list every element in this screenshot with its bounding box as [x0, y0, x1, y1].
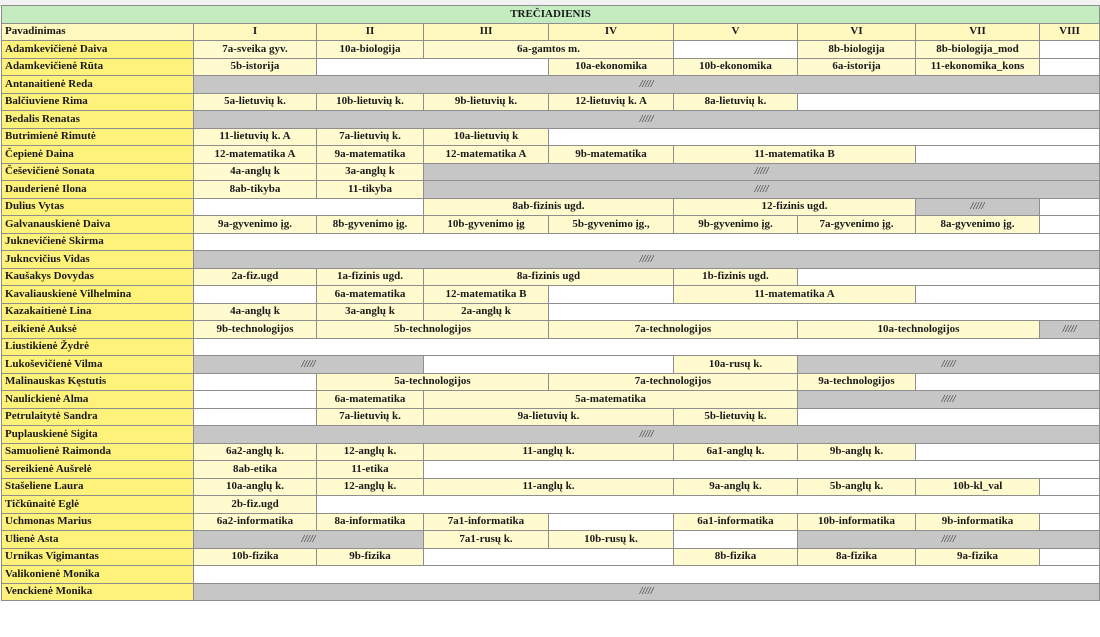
- header-period[interactable]: II: [317, 23, 424, 41]
- empty-cell[interactable]: [1040, 216, 1100, 234]
- lesson-cell[interactable]: 7a-technologijos: [549, 321, 798, 339]
- lesson-cell[interactable]: 12-anglų k.: [317, 478, 424, 496]
- teacher-name-cell[interactable]: Stašeliene Laura: [2, 478, 194, 496]
- table-row: [2, 513, 1100, 531]
- lesson-cell[interactable]: 11-lietuvių k. A: [194, 128, 317, 146]
- empty-cell[interactable]: [194, 233, 1100, 251]
- teacher-name-cell[interactable]: Ulienė Asta: [2, 531, 194, 549]
- lesson-cell[interactable]: 3a-anglų k: [317, 303, 424, 321]
- lesson-cell[interactable]: 8ab-fizinis ugd.: [424, 198, 674, 216]
- no-lessons-cell[interactable]: /////: [194, 111, 1100, 129]
- table-row: [2, 41, 1100, 59]
- lesson-cell[interactable]: 9a-lietuvių k.: [424, 408, 674, 426]
- lesson-cell[interactable]: 2a-anglų k: [424, 303, 549, 321]
- teacher-name-cell[interactable]: Češevičienė Sonata: [2, 163, 194, 181]
- lesson-cell[interactable]: 10a-biologija: [317, 41, 424, 59]
- lesson-cell[interactable]: 9b-informatika: [916, 513, 1040, 531]
- lesson-cell[interactable]: 12-fizinis ugd.: [674, 198, 916, 216]
- table-row: [2, 93, 1100, 111]
- lesson-cell[interactable]: 7a-gyvenimo įg.: [798, 216, 916, 234]
- no-lessons-cell[interactable]: /////: [194, 426, 1100, 444]
- lesson-cell[interactable]: 10b-kl_val: [916, 478, 1040, 496]
- lesson-cell[interactable]: 10b-ekonomika: [674, 58, 798, 76]
- lesson-cell[interactable]: 8a-lietuvių k.: [674, 93, 798, 111]
- lesson-cell[interactable]: 8b-biologija_mod: [916, 41, 1040, 59]
- lesson-cell[interactable]: 11-matematika B: [674, 146, 916, 164]
- lesson-cell[interactable]: 5b-lietuvių k.: [674, 408, 798, 426]
- header-period[interactable]: VI: [798, 23, 916, 41]
- header-period[interactable]: VII: [916, 23, 1040, 41]
- lesson-cell[interactable]: 9a-gyvenimo įg.: [194, 216, 317, 234]
- lesson-cell[interactable]: 5b-istorija: [194, 58, 317, 76]
- empty-cell[interactable]: [798, 268, 1100, 286]
- table-row: [2, 111, 1100, 129]
- lesson-cell[interactable]: 2a-fiz.ugd: [194, 268, 317, 286]
- day-title[interactable]: TREČIADIENIS: [2, 6, 1100, 24]
- teacher-name-cell[interactable]: Dauderienė Ilona: [2, 181, 194, 199]
- lesson-cell[interactable]: 7a-sveika gyv.: [194, 41, 317, 59]
- lesson-cell[interactable]: 9b-anglų k.: [798, 443, 916, 461]
- empty-cell[interactable]: [194, 286, 317, 304]
- lesson-cell[interactable]: 10b-rusų k.: [549, 531, 674, 549]
- no-lessons-cell[interactable]: /////: [194, 76, 1100, 94]
- empty-cell[interactable]: [916, 443, 1100, 461]
- teacher-name-cell[interactable]: Liustikienė Žydrė: [2, 338, 194, 356]
- table-row: [2, 268, 1100, 286]
- table-row: [2, 128, 1100, 146]
- header-period[interactable]: III: [424, 23, 549, 41]
- lesson-cell[interactable]: 10b-gyvenimo įg: [424, 216, 549, 234]
- lesson-cell[interactable]: 10a-technologijos: [798, 321, 1040, 339]
- lesson-cell[interactable]: 10b-fizika: [194, 548, 317, 566]
- lesson-cell[interactable]: 11-etika: [317, 461, 424, 479]
- empty-cell[interactable]: [424, 461, 1100, 479]
- teacher-name-cell[interactable]: Leikienė Auksė: [2, 321, 194, 339]
- title-row: [2, 6, 1100, 24]
- table-row: [2, 548, 1100, 566]
- teacher-name-cell[interactable]: Tičkūnaitė Eglė: [2, 496, 194, 514]
- lesson-cell[interactable]: 6a-gamtos m.: [424, 41, 674, 59]
- no-lessons-cell[interactable]: /////: [916, 198, 1040, 216]
- teacher-name-cell[interactable]: Kavaliauskienė Vilhelmina: [2, 286, 194, 304]
- teacher-name-cell[interactable]: Sereikienė Aušrelė: [2, 461, 194, 479]
- table-row: [2, 356, 1100, 374]
- lesson-cell[interactable]: 8a-informatika: [317, 513, 424, 531]
- empty-cell[interactable]: [194, 373, 317, 391]
- table-row: [2, 286, 1100, 304]
- no-lessons-cell[interactable]: /////: [194, 356, 424, 374]
- table-row: [2, 76, 1100, 94]
- teacher-name-cell[interactable]: Dulius Vytas: [2, 198, 194, 216]
- table-row: [2, 181, 1100, 199]
- table-row: [2, 251, 1100, 269]
- schedule-body: [2, 41, 1100, 601]
- empty-cell[interactable]: [1040, 198, 1100, 216]
- lesson-cell[interactable]: 9a-fizika: [916, 548, 1040, 566]
- no-lessons-cell[interactable]: /////: [798, 391, 1100, 409]
- lesson-cell[interactable]: 8b-gyvenimo įg.: [317, 216, 424, 234]
- lesson-cell[interactable]: 11-ekonomika_kons: [916, 58, 1040, 76]
- lesson-cell[interactable]: 12-anglų k.: [317, 443, 424, 461]
- table-row: [2, 391, 1100, 409]
- empty-cell[interactable]: [1040, 41, 1100, 59]
- empty-cell[interactable]: [1040, 513, 1100, 531]
- table-row: [2, 426, 1100, 444]
- empty-cell[interactable]: [194, 408, 317, 426]
- empty-cell[interactable]: [674, 531, 798, 549]
- lesson-cell[interactable]: 11-anglų k.: [424, 443, 674, 461]
- empty-cell[interactable]: [1040, 58, 1100, 76]
- teacher-name-cell[interactable]: Petrulaitytė Sandra: [2, 408, 194, 426]
- table-row: [2, 478, 1100, 496]
- table-row: [2, 216, 1100, 234]
- lesson-cell[interactable]: 5b-anglų k.: [798, 478, 916, 496]
- teacher-name-cell[interactable]: Venckienė Monika: [2, 583, 194, 601]
- teacher-name-cell[interactable]: Kazakaitienė Lina: [2, 303, 194, 321]
- lesson-cell[interactable]: 9b-gyvenimo įg.: [674, 216, 798, 234]
- no-lessons-cell[interactable]: /////: [424, 163, 1100, 181]
- schedule-table: [1, 5, 1100, 601]
- teacher-name-cell[interactable]: Samuolienė Raimonda: [2, 443, 194, 461]
- lesson-cell[interactable]: 9a-anglų k.: [674, 478, 798, 496]
- empty-cell[interactable]: [1040, 478, 1100, 496]
- lesson-cell[interactable]: 8a-fizika: [798, 548, 916, 566]
- lesson-cell[interactable]: 11-tikyba: [317, 181, 424, 199]
- lesson-cell[interactable]: 6a1-anglų k.: [674, 443, 798, 461]
- teacher-name-cell[interactable]: Lukoševičienė Vilma: [2, 356, 194, 374]
- no-lessons-cell[interactable]: /////: [194, 583, 1100, 601]
- lesson-cell[interactable]: 4a-anglų k: [194, 163, 317, 181]
- teacher-name-cell[interactable]: Adamkevičienė Rūta: [2, 58, 194, 76]
- table-row: [2, 198, 1100, 216]
- lesson-cell[interactable]: 12-lietuvių k. A: [549, 93, 674, 111]
- lesson-cell[interactable]: 10a-lietuvių k: [424, 128, 549, 146]
- no-lessons-cell[interactable]: /////: [798, 531, 1100, 549]
- lesson-cell[interactable]: 10a-ekonomika: [549, 58, 674, 76]
- lesson-cell[interactable]: 5a-technologijos: [317, 373, 549, 391]
- lesson-cell[interactable]: 9b-lietuvių k.: [424, 93, 549, 111]
- teacher-name-cell[interactable]: Naulickienė Alma: [2, 391, 194, 409]
- empty-cell[interactable]: [549, 286, 674, 304]
- teacher-name-cell[interactable]: Urnikas Vigimantas: [2, 548, 194, 566]
- lesson-cell[interactable]: 6a-matematika: [317, 286, 424, 304]
- teacher-name-cell[interactable]: Kaušakys Dovydas: [2, 268, 194, 286]
- lesson-cell[interactable]: 4a-anglų k: [194, 303, 317, 321]
- table-row: [2, 443, 1100, 461]
- no-lessons-cell[interactable]: /////: [798, 356, 1100, 374]
- lesson-cell[interactable]: 10b-informatika: [798, 513, 916, 531]
- empty-cell[interactable]: [798, 408, 1100, 426]
- empty-cell[interactable]: [424, 356, 674, 374]
- teacher-name-cell[interactable]: Butrimienė Rimutė: [2, 128, 194, 146]
- table-row: [2, 566, 1100, 584]
- teacher-name-cell[interactable]: Antanaitienė Reda: [2, 76, 194, 94]
- table-row: [2, 531, 1100, 549]
- teacher-name-cell[interactable]: Valikonienė Monika: [2, 566, 194, 584]
- lesson-cell[interactable]: 5b-gyvenimo įg.,: [549, 216, 674, 234]
- lesson-cell[interactable]: 8a-gyvenimo įg.: [916, 216, 1040, 234]
- empty-cell[interactable]: [549, 303, 1100, 321]
- empty-cell[interactable]: [916, 286, 1100, 304]
- lesson-cell[interactable]: 6a-istorija: [798, 58, 916, 76]
- lesson-cell[interactable]: 7a-lietuvių k.: [317, 408, 424, 426]
- table-row: [2, 146, 1100, 164]
- lesson-cell[interactable]: 9b-fizika: [317, 548, 424, 566]
- teacher-name-cell[interactable]: Balčiuviene Rima: [2, 93, 194, 111]
- table-row: [2, 373, 1100, 391]
- table-row: [2, 303, 1100, 321]
- lesson-cell[interactable]: 12-matematika B: [424, 286, 549, 304]
- lesson-cell[interactable]: 9b-technologijos: [194, 321, 317, 339]
- empty-cell[interactable]: [916, 146, 1100, 164]
- lesson-cell[interactable]: 5a-lietuvių k.: [194, 93, 317, 111]
- lesson-cell[interactable]: 7a-lietuvių k.: [317, 128, 424, 146]
- teacher-name-cell[interactable]: Čepienė Daina: [2, 146, 194, 164]
- lesson-cell[interactable]: 5b-technologijos: [317, 321, 549, 339]
- lesson-cell[interactable]: 10a-rusų k.: [674, 356, 798, 374]
- header-period[interactable]: VIII: [1040, 23, 1100, 41]
- lesson-cell[interactable]: 8a-fizinis ugd: [424, 268, 674, 286]
- teacher-name-cell[interactable]: Malinauskas Kęstutis: [2, 373, 194, 391]
- lesson-cell[interactable]: 10b-lietuvių k.: [317, 93, 424, 111]
- lesson-cell[interactable]: 2b-fiz.ugd: [194, 496, 317, 514]
- empty-cell[interactable]: [798, 93, 1100, 111]
- table-row: [2, 233, 1100, 251]
- lesson-cell[interactable]: 7a1-informatika: [424, 513, 549, 531]
- empty-cell[interactable]: [317, 58, 549, 76]
- lesson-cell[interactable]: 1a-fizinis ugd.: [317, 268, 424, 286]
- empty-cell[interactable]: [194, 566, 1100, 584]
- lesson-cell[interactable]: 12-matematika A: [194, 146, 317, 164]
- lesson-cell[interactable]: 9a-matematika: [317, 146, 424, 164]
- empty-cell[interactable]: [549, 513, 674, 531]
- empty-cell[interactable]: [194, 391, 317, 409]
- header-teacher-name[interactable]: Pavadinimas: [2, 23, 194, 41]
- table-row: [2, 321, 1100, 339]
- table-row: [2, 408, 1100, 426]
- teacher-name-cell[interactable]: Galvanauskienė Daiva: [2, 216, 194, 234]
- teacher-name-cell[interactable]: Jukncvičius Vidas: [2, 251, 194, 269]
- lesson-cell[interactable]: 9b-matematika: [549, 146, 674, 164]
- empty-cell[interactable]: [317, 496, 1100, 514]
- table-row: [2, 163, 1100, 181]
- empty-cell[interactable]: [674, 41, 798, 59]
- empty-cell[interactable]: [194, 338, 1100, 356]
- no-lessons-cell[interactable]: /////: [1040, 321, 1100, 339]
- empty-cell[interactable]: [916, 373, 1100, 391]
- lesson-cell[interactable]: 8b-fizika: [674, 548, 798, 566]
- table-row: [2, 583, 1100, 601]
- teacher-name-cell[interactable]: Bedalis Renatas: [2, 111, 194, 129]
- no-lessons-cell[interactable]: /////: [194, 251, 1100, 269]
- table-row: [2, 58, 1100, 76]
- empty-cell[interactable]: [1040, 548, 1100, 566]
- no-lessons-cell[interactable]: /////: [424, 181, 1100, 199]
- lesson-cell[interactable]: 12-matematika A: [424, 146, 549, 164]
- header-period[interactable]: I: [194, 23, 317, 41]
- empty-cell[interactable]: [549, 128, 1100, 146]
- lesson-cell[interactable]: 1b-fizinis ugd.: [674, 268, 798, 286]
- lesson-cell[interactable]: 11-matematika A: [674, 286, 916, 304]
- empty-cell[interactable]: [424, 548, 674, 566]
- teacher-name-cell[interactable]: Uchmonas Marius: [2, 513, 194, 531]
- lesson-cell[interactable]: 9a-technologijos: [798, 373, 916, 391]
- lesson-cell[interactable]: 6a2-informatika: [194, 513, 317, 531]
- lesson-cell[interactable]: 6a2-anglų k.: [194, 443, 317, 461]
- table-row: [2, 496, 1100, 514]
- lesson-cell[interactable]: 10a-anglų k.: [194, 478, 317, 496]
- header-period[interactable]: IV: [549, 23, 674, 41]
- lesson-cell[interactable]: 5a-matematika: [424, 391, 798, 409]
- no-lessons-cell[interactable]: /////: [194, 531, 424, 549]
- lesson-cell[interactable]: 7a-technologijos: [549, 373, 798, 391]
- teacher-name-cell[interactable]: Adamkevičienė Daiva: [2, 41, 194, 59]
- lesson-cell[interactable]: 3a-anglų k: [317, 163, 424, 181]
- header-row: [2, 23, 1100, 41]
- lesson-cell[interactable]: 8ab-tikyba: [194, 181, 317, 199]
- empty-cell[interactable]: [194, 198, 424, 216]
- table-row: [2, 461, 1100, 479]
- lesson-cell[interactable]: 6a1-informatika: [674, 513, 798, 531]
- teacher-name-cell[interactable]: Puplauskienė Sigita: [2, 426, 194, 444]
- lesson-cell[interactable]: 8b-biologija: [798, 41, 916, 59]
- lesson-cell[interactable]: 11-anglų k.: [424, 478, 674, 496]
- teacher-name-cell[interactable]: Juknevičienė Skirma: [2, 233, 194, 251]
- lesson-cell[interactable]: 7a1-rusų k.: [424, 531, 549, 549]
- lesson-cell[interactable]: 6a-matematika: [317, 391, 424, 409]
- lesson-cell[interactable]: 8ab-etika: [194, 461, 317, 479]
- table-row: [2, 338, 1100, 356]
- header-period[interactable]: V: [674, 23, 798, 41]
